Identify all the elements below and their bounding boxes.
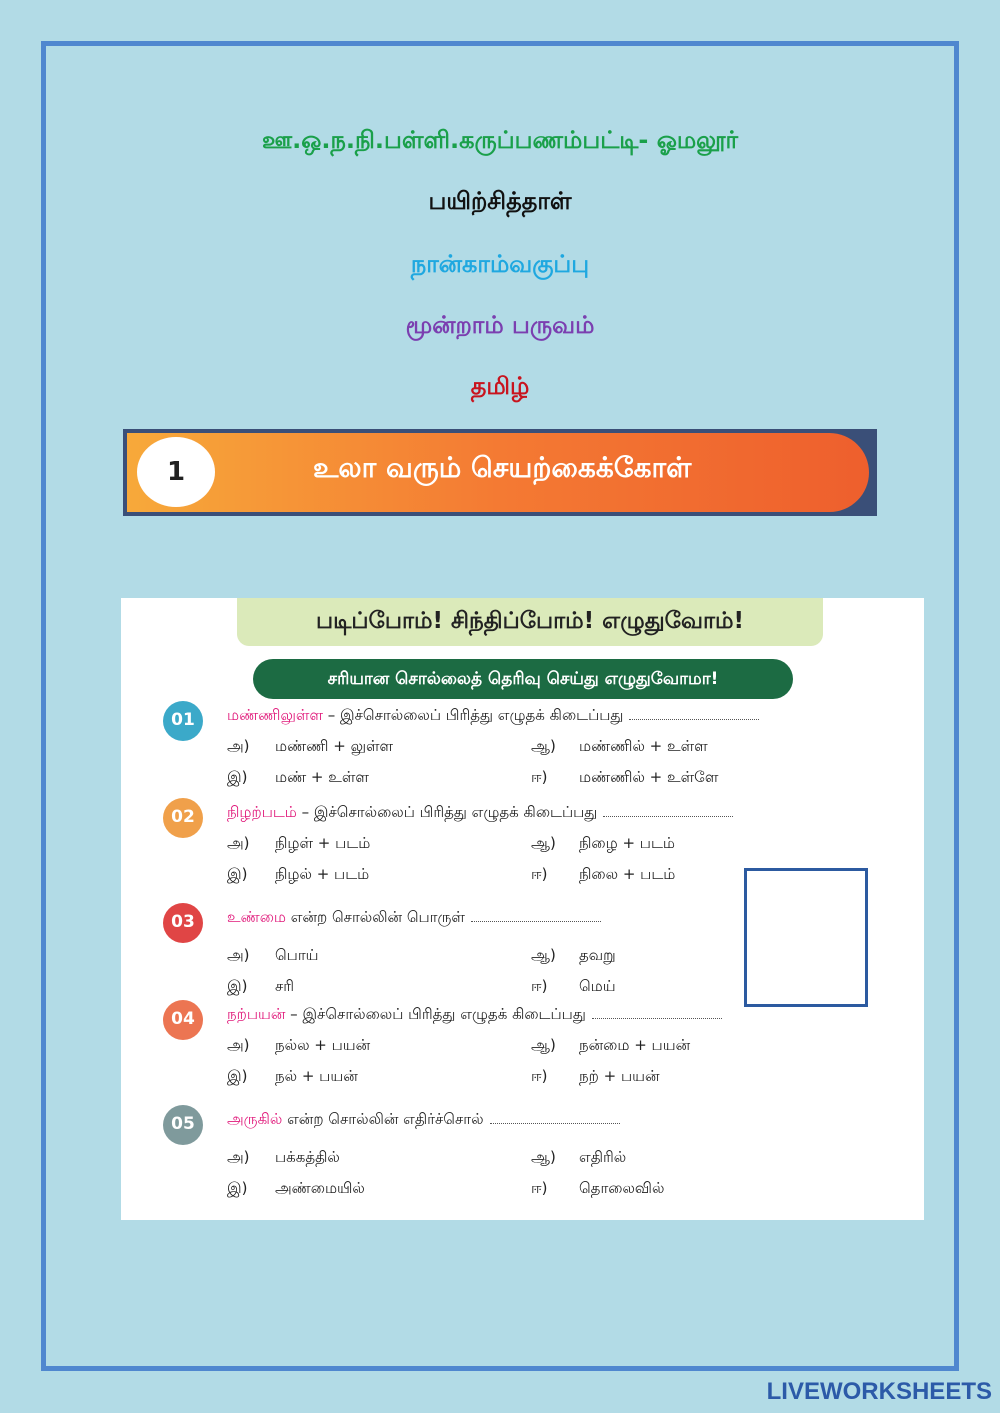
school-name: ஊ.ஒ.ந.நி.பள்ளி.கருப்பணம்பட்டி- ஓமலூர் — [261, 126, 739, 154]
answer-box[interactable] — [744, 868, 868, 1007]
option-label: ஆ) — [531, 1036, 556, 1054]
option-label: இ) — [227, 768, 248, 786]
option-text: மண்ணில் + உள்ளே — [579, 768, 719, 786]
option-label: அ) — [227, 946, 250, 964]
answer-option[interactable] — [227, 834, 370, 854]
option-label: ஆ) — [531, 946, 556, 964]
question-text — [227, 803, 733, 823]
answer-blank[interactable] — [490, 1123, 620, 1124]
option-text: மண்ணில் + உள்ள — [579, 737, 708, 755]
option-text: மண் + உள்ள — [275, 768, 369, 786]
answer-option[interactable] — [227, 946, 319, 966]
question-keyword: உண்மை — [227, 908, 286, 926]
answer-option[interactable] — [531, 1179, 664, 1199]
question-keyword: நற்பயன் — [227, 1005, 286, 1023]
answer-blank[interactable] — [629, 719, 759, 720]
section-heading: படிப்போம்! சிந்திப்போம்! எழுதுவோம்! — [237, 598, 823, 646]
option-text: மெய் — [579, 977, 616, 995]
option-label: அ) — [227, 737, 250, 755]
option-text: தவறு — [579, 946, 616, 964]
answer-option[interactable] — [227, 977, 294, 997]
answer-option[interactable] — [531, 977, 616, 997]
grade: நான்காம்வகுப்பு — [410, 250, 590, 278]
option-label: ஈ) — [531, 768, 548, 786]
answer-option[interactable] — [227, 1067, 358, 1087]
lesson-banner — [123, 429, 877, 516]
question-card — [121, 598, 924, 1220]
answer-option[interactable] — [227, 768, 369, 788]
option-text: எதிரில் — [579, 1148, 627, 1166]
option-text: சரி — [275, 977, 295, 995]
option-text: பக்கத்தில் — [275, 1148, 340, 1166]
question-keyword: நிழற்படம் — [227, 803, 297, 821]
answer-blank[interactable] — [603, 816, 733, 817]
option-label: ஆ) — [531, 737, 556, 755]
subject: தமிழ் — [470, 372, 530, 400]
answer-option[interactable] — [227, 737, 393, 757]
question-keyword: மண்ணிலுள்ள — [227, 706, 323, 724]
option-text: நன்மை + பயன் — [579, 1036, 691, 1054]
answer-blank[interactable] — [471, 921, 601, 922]
option-label: ஈ) — [531, 865, 548, 883]
option-label: ஆ) — [531, 834, 556, 852]
option-label: இ) — [227, 865, 248, 883]
option-label: அ) — [227, 834, 250, 852]
lesson-title: உலா வரும் செயற்கைக்கோள் — [313, 451, 692, 484]
question-number-badge: 01 — [163, 701, 203, 741]
option-text: நல்ல + பயன் — [275, 1036, 371, 1054]
option-label: அ) — [227, 1036, 250, 1054]
option-text: நல் + பயன் — [275, 1067, 358, 1085]
answer-option[interactable] — [227, 1036, 370, 1056]
question-text — [227, 706, 759, 726]
answer-option[interactable] — [531, 946, 616, 966]
option-text: நிழல் + படம் — [275, 865, 370, 883]
question-text — [227, 1110, 620, 1130]
lesson-number: 1 — [137, 437, 215, 507]
answer-option[interactable] — [531, 1148, 626, 1168]
option-label: ஈ) — [531, 977, 548, 995]
question-prompt: – இச்சொல்லைப் பிரித்து எழுதக் கிடைப்பது — [285, 1005, 586, 1023]
option-label: இ) — [227, 1067, 248, 1085]
answer-option[interactable] — [531, 737, 708, 757]
question-prompt: என்ற சொல்லின் பொருள் — [285, 908, 465, 926]
option-text: அண்மையில் — [275, 1179, 365, 1197]
option-label: ஆ) — [531, 1148, 556, 1166]
answer-option[interactable] — [531, 834, 675, 854]
question-number-badge: 05 — [163, 1105, 203, 1145]
option-label: அ) — [227, 1148, 250, 1166]
question-number-badge: 04 — [163, 1000, 203, 1040]
option-label: ஈ) — [531, 1067, 548, 1085]
term: மூன்றாம் பருவம் — [405, 311, 595, 339]
option-text: மண்ணி + லுள்ள — [275, 737, 394, 755]
liveworksheets-logo: LIVEWORKSHEETS — [766, 1378, 992, 1405]
option-text: நிழள் + படம் — [275, 834, 371, 852]
option-text: நிழை + படம் — [579, 834, 675, 852]
question-number-badge: 03 — [163, 903, 203, 943]
instruction: சரியான சொல்லைத் தெரிவு செய்து எழுதுவோமா! — [253, 659, 793, 699]
question-text — [227, 1005, 722, 1025]
question-prompt: – இச்சொல்லைப் பிரித்து எழுதக் கிடைப்பது — [296, 803, 598, 821]
option-label: இ) — [227, 977, 248, 995]
option-label: ஈ) — [531, 1179, 548, 1197]
answer-blank[interactable] — [592, 1018, 722, 1019]
answer-option[interactable] — [227, 865, 369, 885]
answer-option[interactable] — [227, 1148, 340, 1168]
question-keyword: அருகில் — [227, 1110, 283, 1128]
question-prompt: – இச்சொல்லைப் பிரித்து எழுதக் கிடைப்பது — [323, 706, 624, 724]
option-label: இ) — [227, 1179, 248, 1197]
question-number-badge: 02 — [163, 798, 203, 838]
answer-option[interactable] — [227, 1179, 365, 1199]
question-text — [227, 908, 601, 928]
option-text: நற் + பயன் — [579, 1067, 660, 1085]
question-prompt: என்ற சொல்லின் எதிர்ச்சொல் — [282, 1110, 484, 1128]
answer-option[interactable] — [531, 1067, 660, 1087]
answer-option[interactable] — [531, 768, 718, 788]
option-text: பொய் — [275, 946, 319, 964]
worksheet-type: பயிற்சித்தாள் — [428, 187, 572, 215]
answer-option[interactable] — [531, 865, 675, 885]
option-text: தொலைவில் — [579, 1179, 665, 1197]
answer-option[interactable] — [531, 1036, 690, 1056]
option-text: நிலை + படம் — [579, 865, 676, 883]
